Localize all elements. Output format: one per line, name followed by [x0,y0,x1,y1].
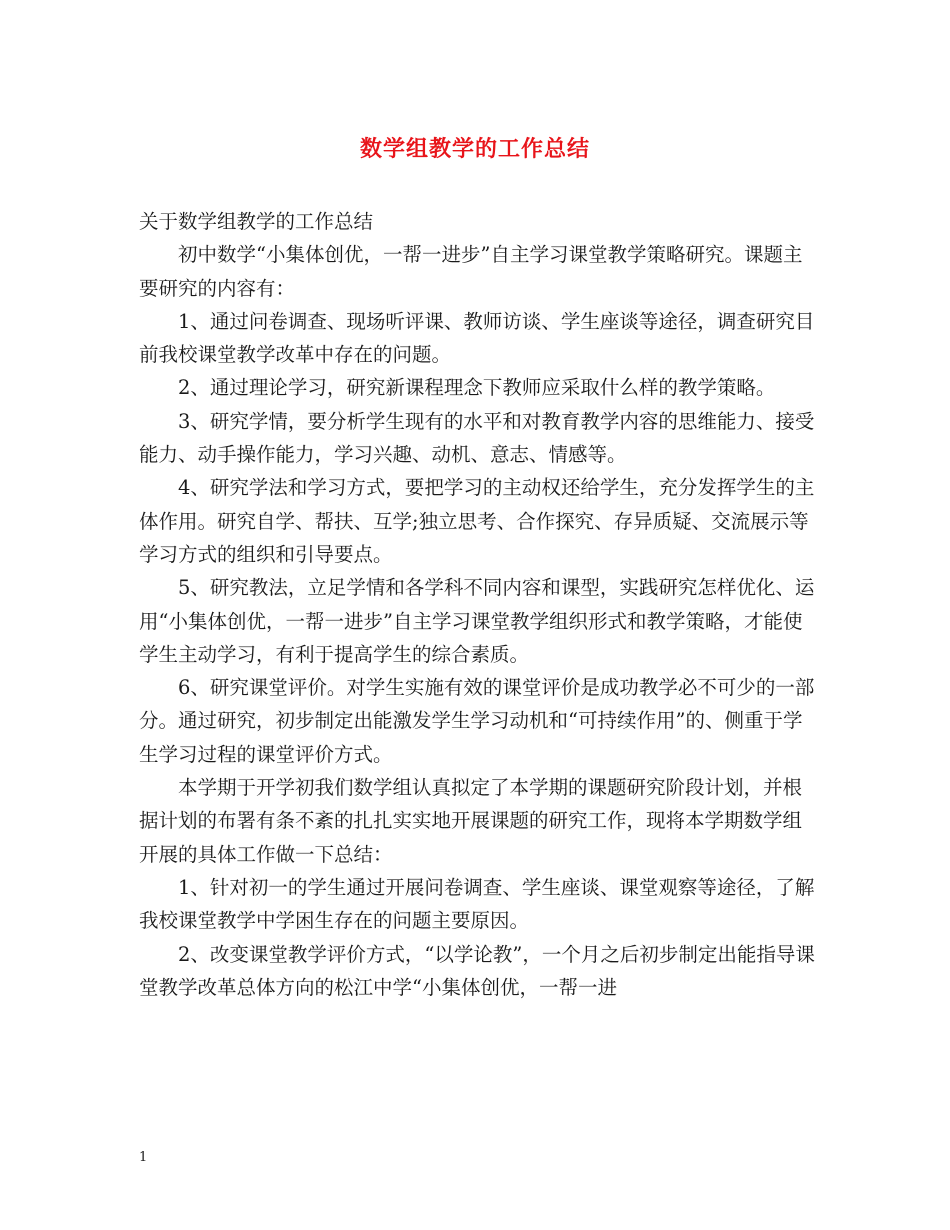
paragraph: 3、研究学情，要分析学生现有的水平和对教育教学内容的思维能力、接受能力、动手操作能力，学习兴趣、动机、意志、情感等。 [139,409,815,467]
paragraph: 本学期于开学初我们数学组认真拟定了本学期的课题研究阶段计划，并根据计划的布署有条不紊的扎扎实实地开展课题的研究工作，现将本学期数学组开展的具体工作做一下总结： [139,776,803,866]
paragraph: 1、通过问卷调查、现场听评课、教师访谈、学生座谈等途径，调查研究目前我校课堂教学改革中存在的问题。 [139,309,815,367]
document-title: 数学组教学的工作总结 [359,136,590,162]
document-body [139,205,819,1004]
paragraph: 4、研究学法和学习方式，要把学习的主动权还给学生，充分发挥学生的主体作用。研究自学、帮扶、互学;独立思考、合作探究、存异质疑、交流展示等学习方式的组织和引导要点。 [139,476,815,566]
page-number: 1 [139,1150,148,1165]
paragraph: 初中数学“小集体创优，一帮一进步”自主学习课堂教学策略研究。课题主要研究的内容有： [139,243,803,300]
paragraph: 1、针对初一的学生通过开展问卷调查、学生座谈、课堂观察等途径，了解我校课堂教学中学困生存在的问题主要原因。 [139,875,815,933]
paragraph: 2、通过理论学习，研究新课程理念下教师应采取什么样的教学策略。 [178,376,776,400]
paragraph: 2、改变课堂教学评价方式，“以学论教”，一个月之后初步制定出能指导课堂教学改革总体方向的松江中学“小集体创优，一帮一进 [139,942,815,999]
paragraph: 5、研究教法，立足学情和各学科不同内容和课型，实践研究怎样优化、运用“小集体创优，一帮一进步”自主学习课堂教学组织形式和教学策略，才能使学生主动学习，有利于提高学生的综合素质。 [139,576,815,666]
paragraph: 6、研究课堂评价。对学生实施有效的课堂评价是成功教学必不可少的一部分。通过研究，初步制定出能激发学生学习动机和“可持续作用”的、侧重于学生学习过程的课堂评价方式。 [139,676,815,766]
paragraph-heading: 关于数学组教学的工作总结 [139,210,374,233]
